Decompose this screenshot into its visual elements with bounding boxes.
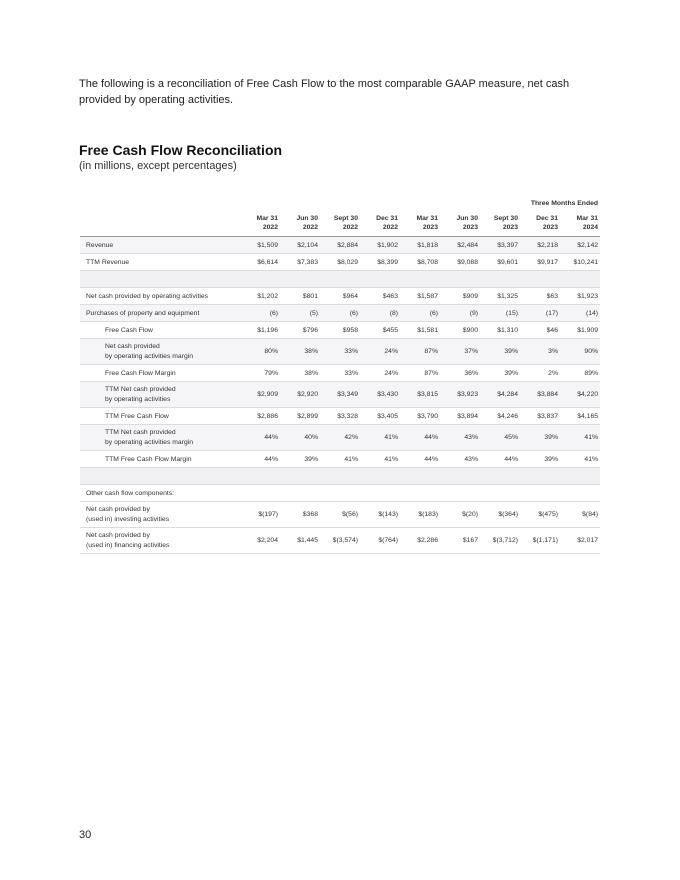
cell-value: $1,818	[400, 237, 440, 254]
section-subtitle: (in millions, except percentages)	[79, 160, 237, 172]
period-month: Dec 31	[376, 215, 398, 222]
cell-value: $(475)	[520, 502, 560, 528]
section-title: Free Cash Flow Reconciliation	[79, 142, 283, 158]
cell-value: $1,445	[280, 528, 320, 554]
period-month: Dec 31	[536, 215, 558, 222]
period-year: 2024	[582, 223, 599, 231]
cell-value: $3,884	[520, 382, 560, 408]
cell-value: 45%	[480, 425, 520, 451]
row-label	[80, 425, 240, 451]
cell-value: $3,328	[320, 408, 360, 425]
fcf-reconciliation-table	[80, 196, 600, 554]
cell-value: $3,349	[320, 382, 360, 408]
cell-value: 2%	[520, 365, 560, 382]
row-label	[80, 502, 240, 528]
cell-value: $2,104	[280, 237, 320, 254]
row-label-line2: by operating activities	[105, 395, 171, 403]
table-row-free-cash-flow	[80, 322, 600, 339]
period-month: Jun 30	[456, 215, 478, 222]
cell-value: $3,837	[520, 408, 560, 425]
cell-value: 87%	[400, 365, 440, 382]
cell-value: (15)	[480, 305, 520, 322]
cell-value: $1,325	[480, 288, 520, 305]
table-row-ttm-free-cash-flow	[80, 408, 600, 425]
cell-value: $3,397	[480, 237, 520, 254]
cell-value: $909	[440, 288, 480, 305]
period-year: 2023	[462, 223, 478, 231]
period-year: 2022	[342, 223, 358, 231]
row-label-line2: by operating activities margin	[105, 438, 194, 446]
row-label: Revenue	[80, 237, 240, 254]
row-label: Net cash provided by operating activities	[80, 288, 240, 305]
cell-value: $(20)	[440, 502, 480, 528]
cell-value: $801	[280, 288, 320, 305]
cell-value: $9,601	[480, 254, 520, 271]
table-row-ttm-revenue	[80, 254, 600, 271]
period-month: Mar 31	[416, 215, 438, 222]
cell-value: $(364)	[480, 502, 520, 528]
table-row-net-cash-financing	[80, 528, 600, 554]
spacer-row	[80, 271, 600, 288]
cell-value: $8,029	[320, 254, 360, 271]
cell-value: 38%	[280, 339, 320, 365]
row-label	[80, 528, 240, 554]
cell-value: 89%	[560, 365, 600, 382]
cell-value: $(764)	[360, 528, 400, 554]
period-month: Sept 30	[333, 215, 358, 222]
period-header-row	[80, 210, 600, 237]
cell-value: $1,581	[400, 322, 440, 339]
cell-value: 33%	[320, 365, 360, 382]
cell-value: $1,587	[400, 288, 440, 305]
cell-value: (5)	[280, 305, 320, 322]
period-month: Sept 30	[493, 215, 518, 222]
cell-value: 79%	[240, 365, 280, 382]
cell-value: 44%	[400, 425, 440, 451]
cell-value: $7,383	[280, 254, 320, 271]
row-label-line1: TTM Net cash provided	[105, 429, 176, 436]
period-year: 2023	[502, 223, 518, 231]
row-label-line1: Net cash provided by	[86, 506, 150, 513]
period-header	[400, 210, 440, 237]
cell-value: $2,017	[560, 528, 600, 554]
intro-paragraph: The following is a reconciliation of Free Cash Flow to the most comparable GAAP measure, net cash provided by operating activities.	[79, 78, 570, 106]
row-label	[80, 339, 240, 365]
cell-value: $(56)	[320, 502, 360, 528]
cell-value: 24%	[360, 339, 400, 365]
period-header	[520, 210, 560, 237]
empty-header-cell	[80, 210, 240, 237]
cell-value: $796	[280, 322, 320, 339]
table-row-operating-margin	[80, 339, 600, 365]
cell-value: $10,241	[560, 254, 600, 271]
cell-value: $8,399	[360, 254, 400, 271]
cell-value: $1,902	[360, 237, 400, 254]
period-month: Mar 31	[256, 215, 278, 222]
cell-value: $1,909	[560, 322, 600, 339]
cell-value: 39%	[520, 451, 560, 468]
period-year: 2022	[302, 223, 318, 231]
cell-value: $(143)	[360, 502, 400, 528]
cell-value: $3,894	[440, 408, 480, 425]
cell-value: $2,484	[440, 237, 480, 254]
cell-value: (6)	[240, 305, 280, 322]
table-row-revenue	[80, 237, 600, 254]
cell-value: 41%	[360, 425, 400, 451]
cell-value: $2,899	[280, 408, 320, 425]
period-header	[320, 210, 360, 237]
table-row-ttm-net-cash-operating	[80, 382, 600, 408]
cell-value: $4,284	[480, 382, 520, 408]
table-row-fcf-margin	[80, 365, 600, 382]
cell-value: 3%	[520, 339, 560, 365]
row-label-line2: by operating activities margin	[105, 352, 194, 360]
row-label-line2: (used in) financing activities	[86, 541, 170, 549]
row-label: Other cash flow components:	[80, 485, 600, 502]
cell-value: $3,405	[360, 408, 400, 425]
table-row-ttm-operating-margin	[80, 425, 600, 451]
cell-value: $(3,574)	[320, 528, 360, 554]
row-label-line1: TTM Net cash provided	[105, 386, 176, 393]
period-header	[360, 210, 400, 237]
cell-value: $46	[520, 322, 560, 339]
spacer-row	[80, 468, 600, 485]
cell-value: 39%	[480, 339, 520, 365]
row-label	[80, 382, 240, 408]
cell-value: $958	[320, 322, 360, 339]
cell-value: 43%	[440, 425, 480, 451]
cell-value: 41%	[320, 451, 360, 468]
row-label: Free Cash Flow	[80, 322, 240, 339]
row-label: TTM Free Cash Flow Margin	[80, 451, 240, 468]
cell-value: (6)	[400, 305, 440, 322]
cell-value: $(183)	[400, 502, 440, 528]
cell-value: $900	[440, 322, 480, 339]
cell-value: 44%	[400, 451, 440, 468]
cell-value: 36%	[440, 365, 480, 382]
table-row-net-cash-investing	[80, 502, 600, 528]
row-label: TTM Revenue	[80, 254, 240, 271]
cell-value: $9,917	[520, 254, 560, 271]
cell-value: $1,923	[560, 288, 600, 305]
page-number: 30	[79, 829, 92, 841]
cell-value: $368	[280, 502, 320, 528]
cell-value: $8,708	[400, 254, 440, 271]
cell-value: 42%	[320, 425, 360, 451]
cell-value: 39%	[480, 365, 520, 382]
cell-value: $3,430	[360, 382, 400, 408]
fcf-reconciliation-table-wrapper	[80, 196, 600, 554]
period-header	[240, 210, 280, 237]
cell-value: 40%	[280, 425, 320, 451]
cell-value: 41%	[360, 451, 400, 468]
cell-value: (14)	[560, 305, 600, 322]
cell-value: $2,886	[240, 408, 280, 425]
cell-value: (17)	[520, 305, 560, 322]
cell-value: $2,286	[400, 528, 440, 554]
cell-value: (8)	[360, 305, 400, 322]
period-year: 2022	[382, 223, 398, 231]
period-header	[440, 210, 480, 237]
row-label: Free Cash Flow Margin	[80, 365, 240, 382]
cell-value: $2,909	[240, 382, 280, 408]
cell-value: $2,884	[320, 237, 360, 254]
cell-value: $(197)	[240, 502, 280, 528]
cell-value: $2,920	[280, 382, 320, 408]
cell-value: $1,196	[240, 322, 280, 339]
cell-value: 41%	[560, 451, 600, 468]
cell-value: 44%	[240, 425, 280, 451]
cell-value: $3,790	[400, 408, 440, 425]
cell-value: (6)	[320, 305, 360, 322]
cell-value: 38%	[280, 365, 320, 382]
cell-value: $2,218	[520, 237, 560, 254]
cell-value: $1,509	[240, 237, 280, 254]
row-label-line1: Net cash provided	[105, 343, 160, 350]
cell-value: 41%	[560, 425, 600, 451]
cell-value: 80%	[240, 339, 280, 365]
spacer-cell	[80, 271, 600, 288]
three-months-ended-label: Three Months Ended	[530, 199, 599, 207]
row-label-line2: (used in) investing activities	[86, 515, 170, 523]
cell-value: $4,165	[560, 408, 600, 425]
table-section-header-row	[80, 196, 600, 210]
cell-value: $463	[360, 288, 400, 305]
period-header	[280, 210, 320, 237]
cell-value: 44%	[240, 451, 280, 468]
cell-value: $2,204	[240, 528, 280, 554]
cell-value: 39%	[280, 451, 320, 468]
cell-value: $4,246	[480, 408, 520, 425]
cell-value: 24%	[360, 365, 400, 382]
period-year: 2022	[262, 223, 278, 231]
cell-value: 87%	[400, 339, 440, 365]
period-month: Mar 31	[576, 215, 599, 222]
table-row-other-components-header	[80, 485, 600, 502]
table-row-purchases-ppe	[80, 305, 600, 322]
cell-value: $4,220	[560, 382, 600, 408]
period-header	[560, 210, 600, 237]
cell-value: $1,202	[240, 288, 280, 305]
cell-value: $9,088	[440, 254, 480, 271]
cell-value: $3,923	[440, 382, 480, 408]
table-row-net-cash-operating	[80, 288, 600, 305]
cell-value: $3,815	[400, 382, 440, 408]
row-label-line1: Net cash provided by	[86, 532, 150, 539]
period-year: 2023	[422, 223, 438, 231]
cell-value: $(84)	[560, 502, 600, 528]
empty-cell	[80, 196, 240, 210]
period-month: Jun 30	[296, 215, 318, 222]
row-label: TTM Free Cash Flow	[80, 408, 240, 425]
cell-value: 43%	[440, 451, 480, 468]
cell-value: (9)	[440, 305, 480, 322]
cell-value: $2,142	[560, 237, 600, 254]
cell-value: 37%	[440, 339, 480, 365]
cell-value: $964	[320, 288, 360, 305]
cell-value: 33%	[320, 339, 360, 365]
cell-value: $1,310	[480, 322, 520, 339]
cell-value: $167	[440, 528, 480, 554]
cell-value: 90%	[560, 339, 600, 365]
cell-value: 39%	[520, 425, 560, 451]
period-header	[480, 210, 520, 237]
cell-value: $(1,171)	[520, 528, 560, 554]
cell-value: $455	[360, 322, 400, 339]
cell-value: $(3,712)	[480, 528, 520, 554]
spacer-cell	[80, 468, 600, 485]
table-row-ttm-fcf-margin	[80, 451, 600, 468]
cell-value: 44%	[480, 451, 520, 468]
cell-value: $6,614	[240, 254, 280, 271]
row-label: Purchases of property and equipment	[80, 305, 240, 322]
cell-value: $63	[520, 288, 560, 305]
period-year: 2023	[542, 223, 558, 231]
